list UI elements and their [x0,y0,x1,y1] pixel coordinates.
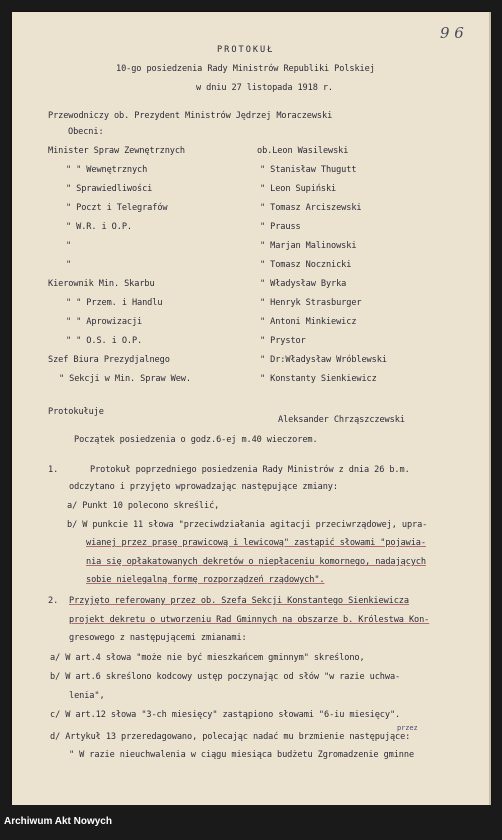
attendee-role: " W.R. i O.P. [66,222,132,232]
attendee-name: " Stanisław Thugutt [260,165,357,175]
item-number: 1. [48,465,59,475]
item-line: projekt dekretu o utworzeniu Rad Gminnych na obszarze b. Królestwa Kon- [69,615,430,625]
chair-line: Przewodniczy ob. Prezydent Ministrów Jędrzej Moraczewski [48,111,333,121]
attendee-name: " Konstanty Sienkiewicz [260,374,377,384]
page-edge [489,12,491,805]
attendee-name: ob.Leon Wasilewski [257,146,349,156]
archive-footer-label: Archiwum Akt Nowych [4,816,112,827]
item-line: c/ W art.12 słowa "3-ch miesięcy" zastąpiono słowami "6-iu miesięcy". [50,710,401,720]
document-page [12,12,490,805]
attendee-role: " [66,241,72,251]
handwritten-correction: przez [397,724,418,732]
attendee-role: " [66,260,72,270]
item-line: Przyjęto referowany przez ob. Szefa Sekcji Konstantego Sienkiewicza [69,596,409,606]
present-label: Obecni: [68,127,104,137]
document-title: PROTOKUŁ [217,45,275,55]
attendee-role: " " Wewnętrznych [66,165,148,175]
document-date: w dniu 27 listopada 1918 r. [196,83,333,93]
protocol-label: Protokułuje [48,407,104,417]
item-line: b/ W art.6 skreślono kodcowy ustęp poczynając od słów "w razie uchwa- [50,672,401,682]
item-line: gresowego z następującemi zmianami: [69,633,247,643]
attendee-name: " Tomasz Nocznicki [260,260,352,270]
item-line: Protokuł poprzedniego posiedzenia Rady Ministrów z dnia 26 b.m. [90,465,410,475]
document-subtitle: 10-go posiedzenia Rady Ministrów Republiki Polskiej [116,64,375,74]
attendee-name: " Henryk Strasburger [260,298,362,308]
attendee-role: " Sprawiedliwości [66,184,153,194]
item-line: d/ Artykuł 13 przeredagowano, polecając nadać mu brzmienie następujące: [50,732,411,742]
protocol-name: Aleksander Chrząszczewski [278,415,405,425]
item-line: sobie nielegalną formę rozporządzeń rządowych". [86,575,325,585]
attendee-name: " Antoni Minkiewicz [260,317,357,327]
attendee-role: " " Aprowizacji [66,317,143,327]
page-number-handwritten: 9 6 [440,24,464,42]
attendee-name: " Tomasz Arciszewski [260,203,362,213]
item-line: " W razie nieuchwalenia w ciągu miesiąca budżetu Zgromadzenie gminne [69,750,415,760]
item-line: lenia", [69,691,105,701]
attendee-role: Kierownik Min. Skarbu [48,279,155,289]
attendee-role: " Poczt i Telegrafów [66,203,168,213]
attendee-role: Minister Spraw Zewnętrznych [48,146,185,156]
attendee-role: " Sekcji w Min. Spraw Wew. [59,374,191,384]
item-line: nia się opłakatowanych dekretów o niepłaceniu komornego, nadających [86,557,426,567]
attendee-role: " " Przem. i Handlu [66,298,163,308]
attendee-name: " Marjan Malinowski [260,241,357,251]
attendee-role: Szef Biura Prezydjalnego [48,355,170,365]
attendee-name: " Władysław Byrka [260,279,347,289]
item-line: b/ W punkcie 11 słowa "przeciwdziałania agitacji przeciwrządowej, upra- [67,520,428,530]
item-line: a/ W art.4 słowa "może nie być mieszkańcem gminnym" skreślono, [50,653,365,663]
item-number: 2. [48,596,59,606]
item-line: a/ Punkt 10 polecono skreślić, [67,501,220,511]
item-line: odczytano i przyjęto wprowadzając następujące zmiany: [69,482,338,492]
attendee-name: " Leon Supiński [260,184,337,194]
item-line: wianej przez prasę prawicową i lewicową" zastąpić słowami "pojawia- [86,538,426,548]
attendee-role: " " O.S. i O.P. [66,336,143,346]
start-time-line: Początek posiedzenia o godz.6-ej m.40 wieczorem. [74,435,318,445]
attendee-name: " Prystor [260,336,306,346]
attendee-name: " Prauss [260,222,301,232]
attendee-name: " Dr:Władysław Wróblewski [260,355,387,365]
archive-footer [0,805,502,840]
